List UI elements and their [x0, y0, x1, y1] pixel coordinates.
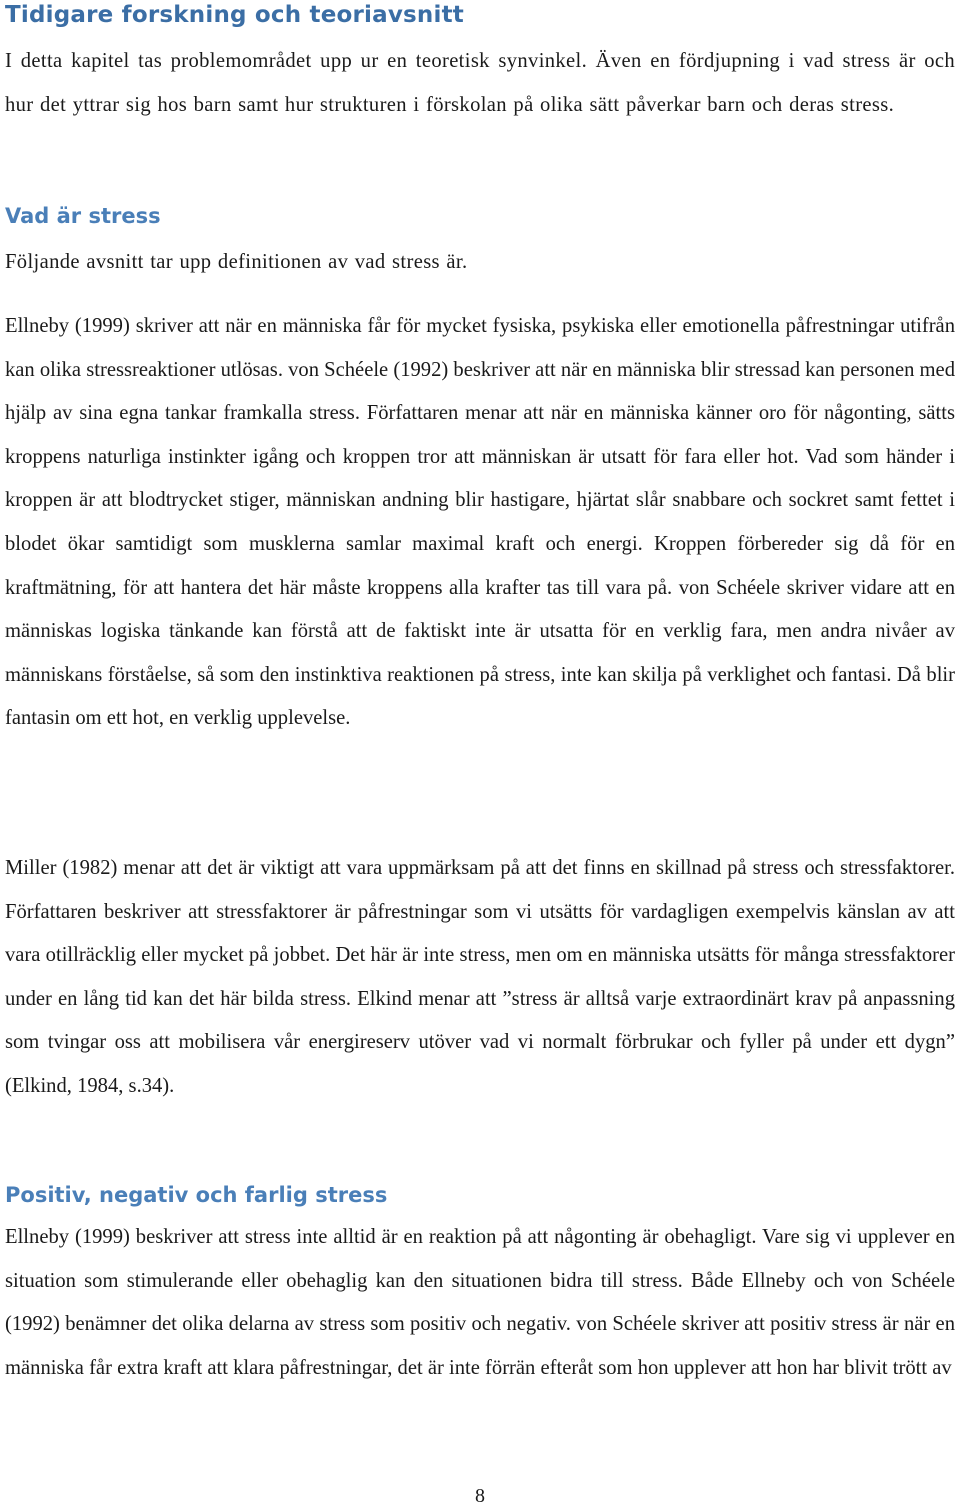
page-number: 8	[475, 1485, 485, 1507]
section-lead-paragraph: Följande avsnitt tar upp definitionen av vad stress är.	[5, 251, 468, 273]
positive-negative-paragraph: Ellneby (1999) beskriver att stress inte alltid är en reaktion på att någonting är obehagligt. Vare sig vi upplever en situation som stimulerande eller obehaglig kan den situationen bidra till stress. Både Ellneby och von Schéele (1992) benämner det olika delarna av stress som positiv och negativ. von Schéele skriver att positiv stress är när en människa får extra kraft att klara påfrestningar, det är inte förrän efteråt som hon upplever att hon har blivit trött av	[5, 1226, 955, 1379]
section-heading-positiv-negativ: Positiv, negativ och farlig stress	[5, 1183, 388, 1207]
section-heading-vad-ar-stress: Vad är stress	[5, 204, 161, 228]
intro-paragraph: I detta kapitel tas problemområdet upp ur en teoretisk synvinkel. Även en fördjupning i vad stress är och hur det yttrar sig hos barn samt hur strukturen i förskolan på olika sätt påverkar barn och deras stress.	[5, 50, 955, 116]
stress-definition-paragraph: Ellneby (1999) skriver att när en människa får för mycket fysiska, psykiska eller emotionella påfrestningar utifrån kan olika stressreaktioner utlösas. von Schéele (1992) beskriver att när en människa blir stressad kan personen med hjälp av sina egna tankar framkalla stress. Författaren menar att när en människa känner oro för någonting, sätts kroppens naturliga instinkter igång och kroppen tror att människan är utsatt för fara eller hot. Vad som händer i kroppen är att blodtrycket stiger, människan andning blir hastigare, hjärtat slår snabbare och sockret samt fettet i blodet ökar samtidigt som musklerna samlar maximal kraft och energi. Kroppen förbereder sig då för en kraftmätning, för att hantera det här måste kroppens alla krafter tas till vara på. von Schéele skriver vidare att en människas logiska tänkande kan förstå att de faktiskt inte är utsatta för en verklig fara, men andra nivåer av människans förståelse, så som den instinktiva reaktionen på stress, inte kan skilja på verklighet och fantasi. Då blir fantasin om ett hot, en verklig upplevelse.	[5, 315, 955, 730]
chapter-heading: Tidigare forskning och teoriavsnitt	[5, 2, 464, 28]
stressfactors-paragraph: Miller (1982) menar att det är viktigt att vara uppmärksam på att det finns en skillnad på stress och stressfaktorer. Författaren beskriver att stressfaktorer är påfrestningar som vi utsätts för vardagligen exempelvis känslan av att vara otillräcklig eller mycket på jobbet. Det här är inte stress, men om en människa utsätts för många stressfaktorer under en lång tid kan det här bilda stress. Elkind menar att ”stress är alltså varje extraordinärt krav på anpassning som tvingar oss att mobilisera vår energireserv utöver vad vi normalt förbrukar och fyller på under ett dygn” (Elkind, 1984, s.34).	[5, 857, 955, 1097]
